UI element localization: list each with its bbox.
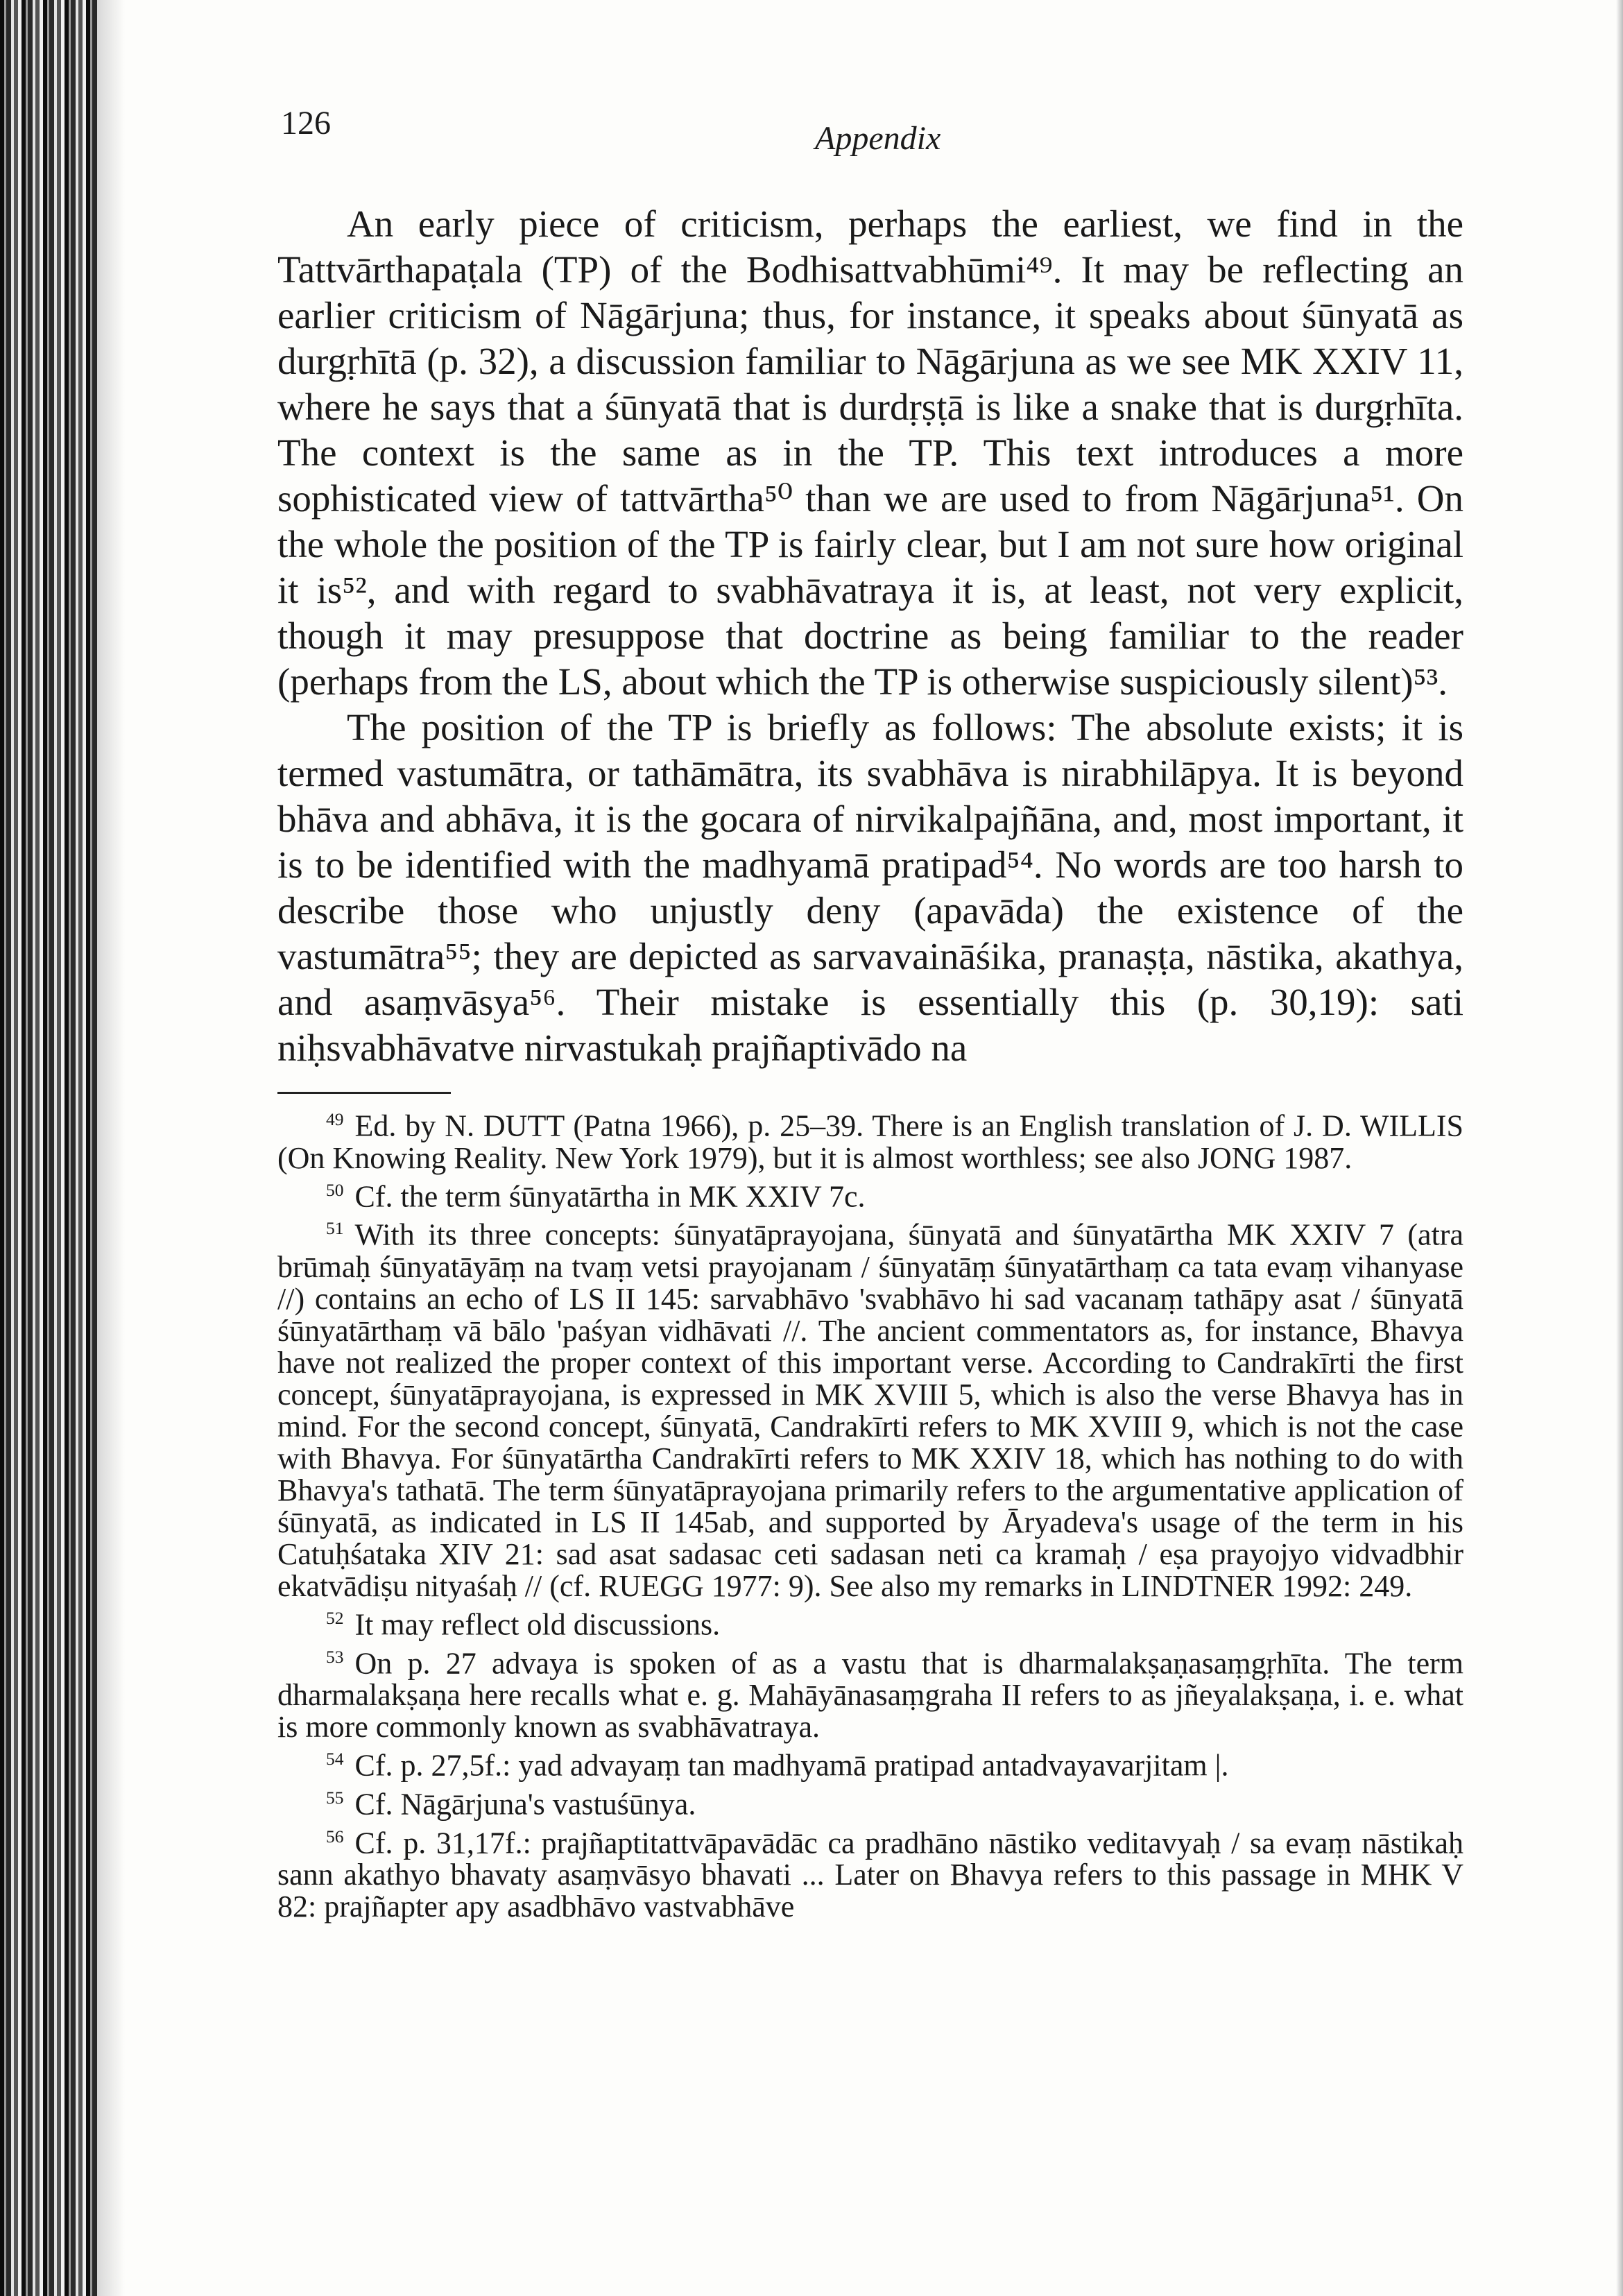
footnote [277, 1821, 1463, 1924]
footnote-number: 51 [326, 1218, 344, 1239]
gutter-shadow [97, 0, 125, 2296]
footnote-text: Cf. p. 27,5f.: yad advayaṃ tan madhyamā pratipad antadvayavarjitam |. [354, 1748, 1229, 1783]
footnote-text: On p. 27 advaya is spoken of as a vastu that is dharmalakṣaṇasaṃgṛhīta. The term dharmalakṣaṇa here recalls what e. g. Mahāyānasaṃgraha II refers to as jñeyalakṣaṇa, i. e. what is more commonly known as svabhāvatraya. [277, 1646, 1463, 1745]
footnote [277, 1602, 1463, 1641]
footnote-text: It may reflect old discussions. [354, 1607, 721, 1642]
footnote-number: 50 [326, 1179, 344, 1200]
page-number: 126 [281, 105, 331, 142]
footnote-text: Cf. the term śūnyatārtha in MK XXIV 7c. [354, 1179, 866, 1214]
footnote-number: 53 [326, 1646, 344, 1667]
paragraph: An early piece of criticism, perhaps the earliest, we find in the Tattvārthapaṭala (TP) of the Bodhisattvabhūmi⁴⁹. It may be reflecting an earlier criticism of Nāgārjuna; thus, for instance, it speaks about śūnyatā as durgṛhītā (p. 32), a discussion familiar to Nāgārjuna as we see MK XXIV 11, where he says that a śūnyatā that is durdṛṣṭā is like a snake that is durgṛhīta. The context is the same as in the TP. This text introduces a more sophisticated view of tattvārtha⁵⁰ than we are used to from Nāgārjuna⁵¹. On the whole the position of the TP is fairly clear, but I am not sure how original it is⁵², and with regard to svabhāvatraya it is, at least, not very explicit, though it may presuppose that doctrine as being familiar to the reader (perhaps from the LS, about which the TP is otherwise suspiciously silent)⁵³. [277, 203, 1463, 703]
book-binding-edge [0, 0, 97, 2296]
footnote-separator [277, 1092, 451, 1094]
footnote-text: Cf. p. 31,17f.: prajñaptitattvāpavādāc ca pradhāno nāstiko veditavyaḥ / sa evaṃ nāstikaḥ sann akathyo bhavaty asaṃvāsyo bhavati ... Later on Bhavya refers to this passage in MHK V 82: prajñapter apy asadbhāvo vastvabhāve [277, 1826, 1463, 1924]
footnotes [277, 1104, 1463, 1923]
footnote [277, 1743, 1463, 1782]
footnote [277, 1174, 1463, 1213]
footnote-number: 55 [326, 1787, 344, 1808]
footnote [277, 1213, 1463, 1602]
page-body [277, 201, 1463, 1923]
footnote-number: 49 [326, 1109, 344, 1129]
footnote [277, 1782, 1463, 1821]
page-edge-shadow [1616, 0, 1623, 2296]
footnote-text: Cf. Nāgārjuna's vastuśūnya. [354, 1787, 696, 1822]
footnote [277, 1641, 1463, 1744]
footnote-text: With its three concepts: śūnyatāprayojana, śūnyatā and śūnyatārtha MK XXIV 7 (atra brūmaḥ śūnyatāyāṃ na tvaṃ vetsi prayojanam / śūnyatāṃ śūnyatārthaṃ ca tata evaṃ vihanyase //) contains an echo of LS II 145: sarvabhāvo 'svabhāvo hi sad vacanaṃ tathāpy asat / śūnyatā śūnyatārthaṃ vā bālo 'paśyan vidhāvati //. The ancient commentators as, for instance, Bhavya have not realized the proper context of this important verse. According to Candrakīrti the first concept, śūnyatāprayojana, is expressed in MK XVIII 5, which is also the verse Bhavya has in mind. For the second concept, śūnyatā, Candrakīrti refers to MK XVIII 9, which is not the case with Bhavya. For śūnyatārtha Candrakīrti refers to MK XXIV 18, which has nothing to do with Bhavya's tathatā. The term śūnyatāprayojana primarily refers to the argumentative application of śūnyatā, as indicated in LS II 145ab, and supported by Āryadeva's usage of the term in his Catuḥśataka XIV 21: sad asat sadasac ceti sadasan neti ca kramaḥ / eṣa prayojyo vidvadbhir ekatvādiṣu nityaśaḥ // (cf. RUEGG 1977: 9). See also my remarks in LINDTNER 1992: 249. [277, 1217, 1463, 1603]
footnote-text: Ed. by N. DUTT (Patna 1966), p. 25–39. There is an English translation of J. D. WILLIS (On Knowing Reality. New York 1979), but it is almost worthless; see also JONG 1987. [277, 1108, 1463, 1175]
footnote-number: 52 [326, 1607, 344, 1628]
footnote-number: 56 [326, 1826, 344, 1847]
paragraph: The position of the TP is briefly as follows: The absolute exists; it is termed vastumātra, or tathāmātra, its svabhāva is nirabhilāpya. It is beyond bhāva and abhāva, it is the gocara of nirvikalpajñāna, and, most important, it is to be identified with the madhyamā pratipad⁵⁴. No words are too harsh to describe those who unjustly deny (apavāda) the existence of the vastumātra⁵⁵; they are depicted as sarvavaināśika, pranaṣṭa, nāstika, akathya, and asaṃvāsya⁵⁶. Their mistake is essentially this (p. 30,19): sati niḥsvabhāvatve nirvastukaḥ prajñaptivādo na [277, 706, 1463, 1069]
footnote-number: 54 [326, 1749, 344, 1770]
running-head: Appendix [815, 120, 941, 157]
footnote [277, 1104, 1463, 1174]
